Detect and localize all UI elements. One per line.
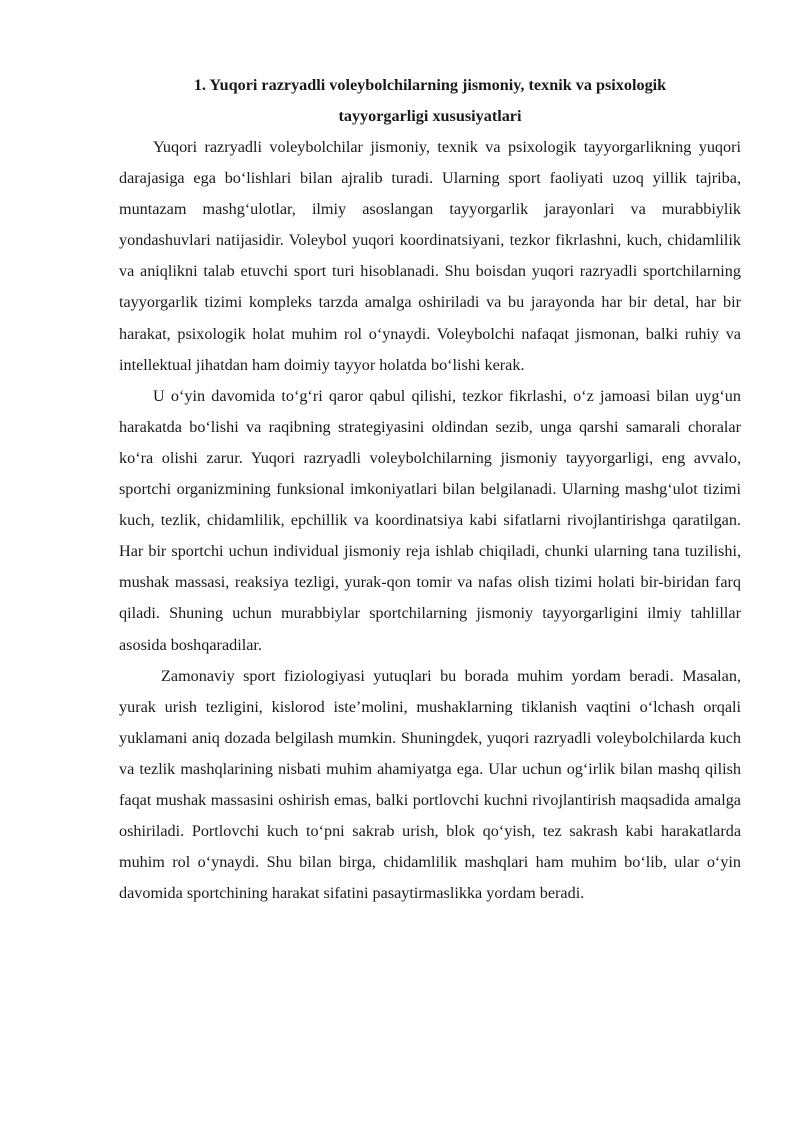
section-title-line-1: 1. Yuqori razryadli voleybolchilarning jismoniy, texnik va psixologik bbox=[193, 76, 667, 94]
paragraph-3: Zamonaviy sport fiziologiyasi yutuqlari bu borada muhim yordam beradi. Masalan, yurak urish tezligini, kislorod iste’molini, mushaklarning tiklanish vaqtini o‘lchash orqali yuklamani aniq dozada belgilash mumkin. Shuningdek, yuqori razryadli voleybolchilarda kuch va tezlik mashqlarining nisbati muhim ahamiyatga ega. Ular uchun og‘irlik bilan mashq qilish faqat mushak massasini oshirish emas, balki portlovchi kuchni rivojlantirish maqsadida amalga oshiriladi. Portlovchi kuch to‘pni sakrab urish, blok qo‘yish, tez sakrash kabi harakatlarda muhim rol o‘ynaydi. Shu bilan birga, chidamlilik mashqlari ham muhim bo‘lib, ular o‘yin davomida sportchining harakat sifatini pasaytirmaslikka yordam beradi. bbox=[119, 666, 741, 903]
section-title-line-2: tayyorgarligi xususiyatlari bbox=[338, 107, 522, 125]
section-title bbox=[119, 70, 741, 132]
paragraph-1: Yuqori razryadli voleybolchilar jismoniy, texnik va psixologik tayyorgarlikning yuqori darajasiga ega bo‘lishlari bilan ajralib turadi. Ularning sport faoliyati uzoq yillik tajriba, muntazam mashg‘ulotlar, ilmiy asoslangan tayyorgarlik jarayonlari va murabbiylik yondashuvlari natijasidir. Voleybol yuqori koordinatsiyani, tezkor fikrlashni, kuch, chidamlilik va aniqlikni talab etuvchi sport turi hisoblanadi. Shu boisdan yuqori razryadli sportchilarning tayyorgarlik tizimi kompleks tarzda amalga oshiriladi va bu jarayonda har bir detal, har bir harakat, psixologik holat muhim rol o‘ynaydi. Voleybolchi nafaqat jismonan, balki ruhiy va intellektual jihatdan ham doimiy tayyor holatda bo‘lishi kerak. bbox=[119, 138, 741, 374]
paragraph-2: U o‘yin davomida to‘g‘ri qaror qabul qilishi, tezkor fikrlashi, o‘z jamoasi bilan uyg‘un harakatda bo‘lishi va raqibning strategiyasini oldindan sezib, unga qarshi samarali choralar ko‘ra olishi zarur. Yuqori razryadli voleybolchilarning jismoniy tayyorgarligi, eng avvalo, sportchi organizmining funksional imkoniyatlari bilan belgilanadi. Ularning mashg‘ulot tizimi kuch, tezlik, chidamlilik, epchillik va koordinatsiya kabi sifatlarni rivojlantirishga qaratilgan. Har bir sportchi uchun individual jismoniy reja ishlab chiqiladi, chunki ularning tana tuzilishi, mushak massasi, reaksiya tezligi, yurak-qon tomir va nafas olish tizimi holati bir-biridan farq qiladi. Shuning uchun murabbiylar sportchilarning jismoniy tayyorgarligini ilmiy tahlillar asosida boshqaradilar. bbox=[119, 386, 741, 654]
document-page bbox=[119, 70, 741, 909]
